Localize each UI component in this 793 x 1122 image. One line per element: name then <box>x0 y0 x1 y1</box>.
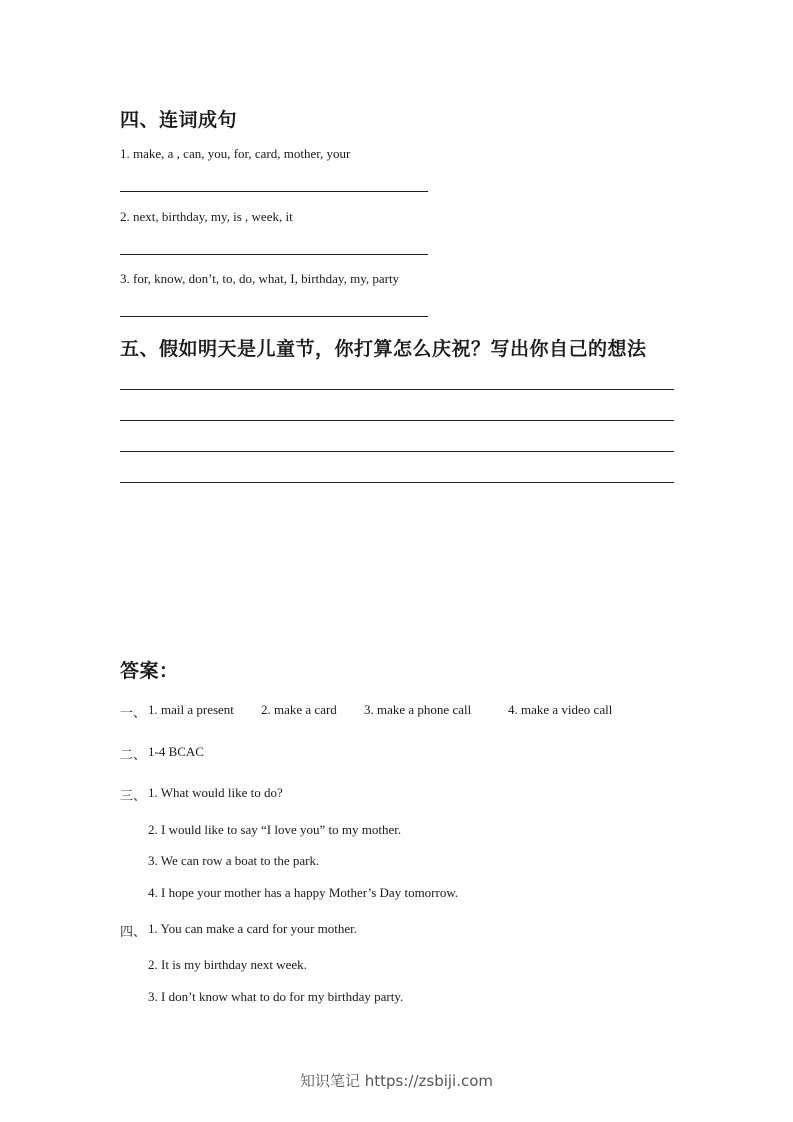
answers-part4-item-2: 2. It is my birthday next week. <box>148 957 307 972</box>
answers-part3-item-1: 1. What would like to do? <box>148 785 283 800</box>
answer-line-3[interactable] <box>120 316 428 317</box>
answers-part2-label: 二、 <box>120 748 147 763</box>
answers-part4-label: 四、 <box>120 925 147 940</box>
writing-line-4[interactable] <box>120 482 674 483</box>
writing-line-2[interactable] <box>120 420 674 421</box>
answer-line-1[interactable] <box>120 191 428 192</box>
answers-part3-item-3: 3. We can row a boat to the park. <box>148 853 320 868</box>
answers-part2-text: 1-4 BCAC <box>148 744 204 759</box>
writing-line-3[interactable] <box>120 451 674 452</box>
question-1: 1. make, a , can, you, for, card, mother, your <box>120 146 351 161</box>
answers-part3-item-2: 2. I would like to say “I love you” to my mother. <box>148 822 402 837</box>
question-2: 2. next, birthday, my, is , week, it <box>120 209 293 224</box>
answers-part1-label: 一、 <box>120 706 147 721</box>
section4-title: 四、连词成句 <box>120 109 238 131</box>
section5-title: 五、假如明天是儿童节，你打算怎么庆祝？写出你自己的想法 <box>120 338 647 360</box>
answers-part4-item-1: 1. You can make a card for your mother. <box>148 921 358 936</box>
footer-watermark: 知识笔记 https://zsbiji.com <box>299 1072 494 1090</box>
answers-part1-item-1: 1. mail a present <box>148 702 234 717</box>
writing-line-1[interactable] <box>120 389 674 390</box>
answers-part1-item-2: 2. make a card <box>261 702 337 717</box>
question-3: 3. for, know, don’t, to, do, what, I, birthday, my, party <box>120 271 400 286</box>
answers-part3-label: 三、 <box>120 789 147 804</box>
answers-part1-item-3: 3. make a phone call <box>364 702 472 717</box>
answers-part3-item-4: 4. I hope your mother has a happy Mother’s Day tomorrow. <box>148 885 459 900</box>
answers-part1-item-4: 4. make a video call <box>508 702 613 717</box>
answers-part4-item-3: 3. I don’t know what to do for my birthday party. <box>148 989 404 1004</box>
answer-line-2[interactable] <box>120 254 428 255</box>
answers-title: 答案： <box>120 660 179 682</box>
